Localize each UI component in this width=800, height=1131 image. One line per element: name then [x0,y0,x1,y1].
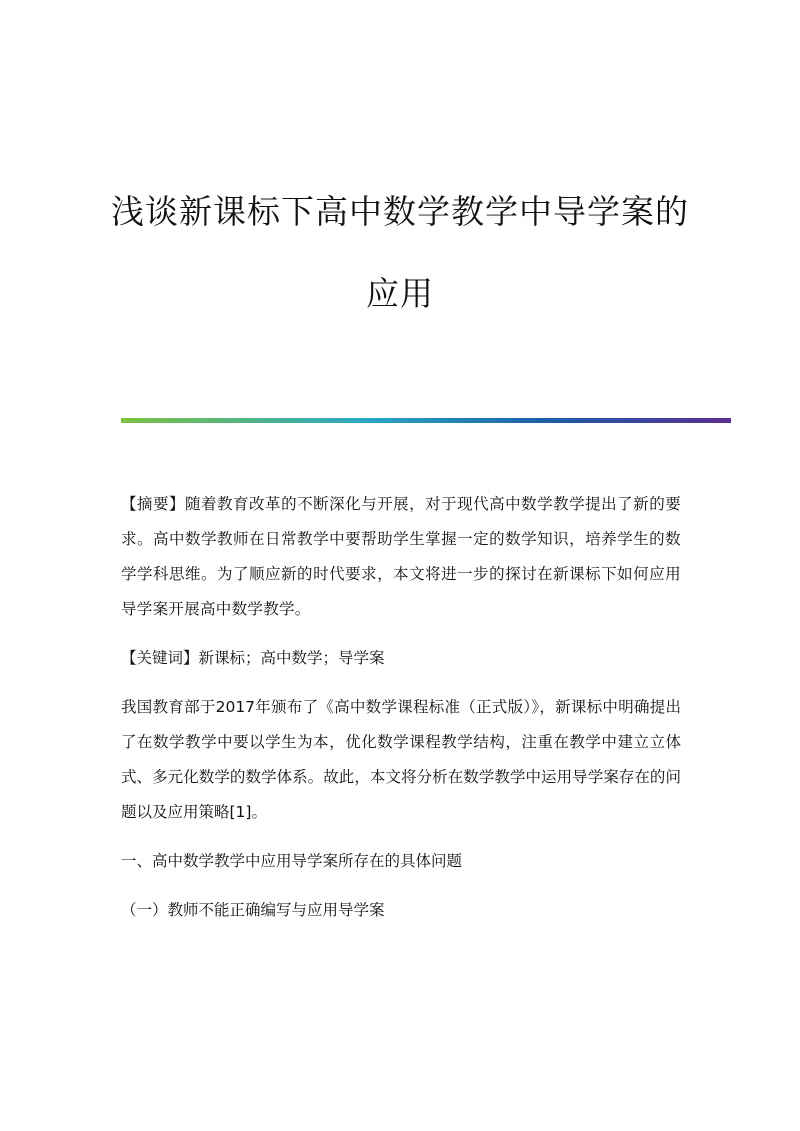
document-body [121,487,681,942]
abstract-label: 【摘要】 [121,495,186,513]
abstract-paragraph [121,487,681,627]
keywords-paragraph [121,641,681,676]
keywords-text: 新课标；高中数学；导学案 [198,649,385,667]
section-heading: 一、高中数学教学中应用导学案所存在的具体问题 [121,852,463,870]
subsection-heading: （一）教师不能正确编写与应用导学案 [121,901,385,919]
document-title-line2: 应用 [366,274,434,313]
abstract-text: 随着教育改革的不断深化与开展，对于现代高中数学教学提出了新的要求。高中数学教师在日常教学中要帮助学生掌握一定的数学知识，培养学生的数学学科思维。为了顺应新的时代要求，本文将进一步的探讨在新课标下如何应用导学案开展高中数学教学。 [121,495,681,618]
title-divider [121,418,731,423]
keywords-label: 【关键词】 [121,649,199,667]
intro-paragraph: 我国教育部于2017年颁布了《高中数学课程标准（正式版）》，新课标中明确提出了在数学教学中要以学生为本，优化数学课程教学结构，注重在教学中建立立体式、多元化数学的数学体系。故此，本文将分析在数学教学中运用导学案存在的问题以及应用策略[1]。 [121,698,681,821]
document-title-line1: 浅谈新课标下高中数学教学中导学案的 [111,192,689,231]
